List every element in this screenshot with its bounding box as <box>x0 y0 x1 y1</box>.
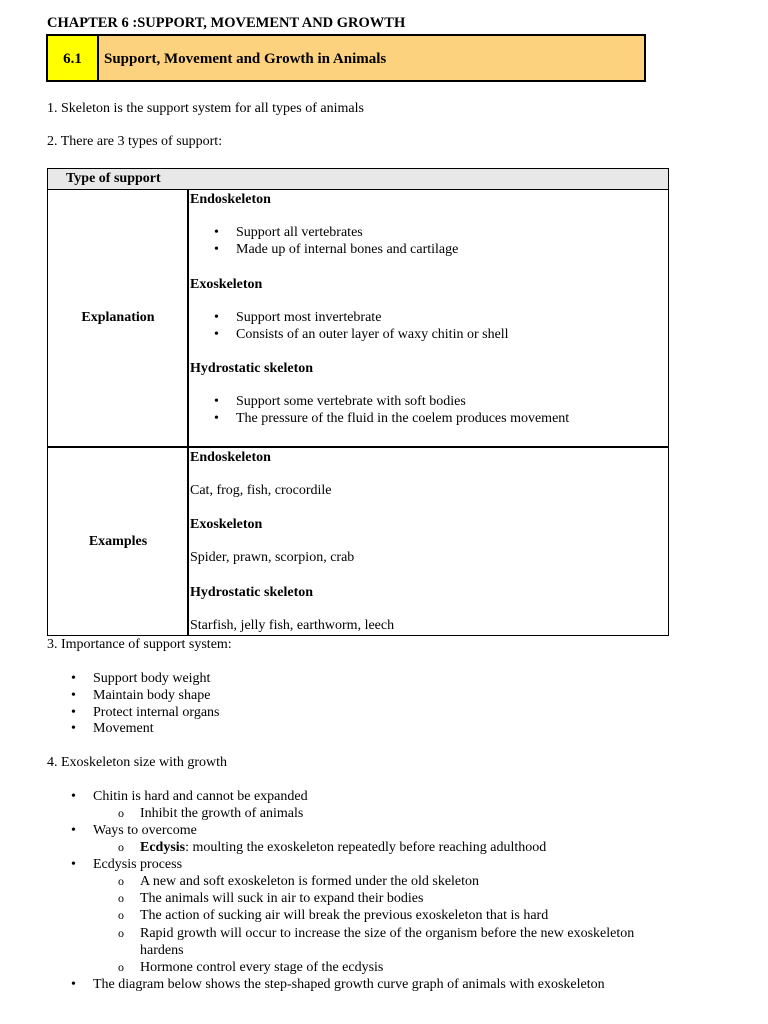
section-title: Support, Movement and Growth in Animals <box>104 51 387 67</box>
hydro-examples: Starfish, jelly fish, earthworm, leech <box>190 618 395 633</box>
sub-list-item: o The animals will suck in air to expand their bodies <box>140 891 423 907</box>
paragraph-2: 2. There are 3 types of support: <box>47 134 223 149</box>
sub-list-item-continuation: hardens <box>140 943 184 958</box>
list-item: • The pressure of the fluid in the coelem produces movement <box>236 411 569 427</box>
list-item: • Protect internal organs <box>93 705 220 721</box>
section-header <box>46 34 646 82</box>
sub-list-item: o The action of sucking air will break the previous exoskeleton that is hard <box>140 908 548 924</box>
paragraph-3: 3. Importance of support system: <box>47 637 232 652</box>
list-item: • Chitin is hard and cannot be expanded <box>93 789 308 805</box>
section-number: 6.1 <box>48 36 99 80</box>
table-header <box>48 169 668 190</box>
examples-label: Examples <box>88 534 148 549</box>
support-types-table <box>47 168 669 636</box>
exo-title: Exoskeleton <box>190 277 263 292</box>
list-item: • Consists of an outer layer of waxy chitin or shell <box>236 327 509 343</box>
hydro-examples-title: Hydrostatic skeleton <box>190 585 314 600</box>
endo-examples: Cat, frog, fish, crocordile <box>190 483 332 498</box>
chapter-title: CHAPTER 6 :SUPPORT, MOVEMENT AND GROWTH <box>47 15 406 31</box>
list-item: • Made up of internal bones and cartilage <box>236 242 458 258</box>
explanation-label: Explanation <box>81 310 155 325</box>
exo-examples-title: Exoskeleton <box>190 517 263 532</box>
sub-list-item: o Rapid growth will occur to increase the size of the organism before the new exoskeleton <box>140 926 634 942</box>
list-item: • Support all vertebrates <box>236 225 363 241</box>
sub-list-item: o Hormone control every stage of the ecdysis <box>140 960 383 976</box>
endo-title: Endoskeleton <box>190 192 271 207</box>
list-item: • Maintain body shape <box>93 688 210 704</box>
list-item: • The diagram below shows the step-shaped growth curve graph of animals with exoskeleton <box>93 977 605 993</box>
paragraph-1: 1. Skeleton is the support system for all types of animals <box>47 101 364 116</box>
row-divider <box>48 446 668 448</box>
table-header-label: Type of support <box>66 171 161 186</box>
sub-list-item: o A new and soft exoskeleton is formed under the old skeleton <box>140 874 479 890</box>
list-item: • Ecdysis process <box>93 857 182 873</box>
exo-examples: Spider, prawn, scorpion, crab <box>190 550 355 565</box>
paragraph-4: 4. Exoskeleton size with growth <box>47 755 228 770</box>
ecdysis-definition: : moulting the exoskeleton repeatedly before reaching adulthood <box>185 840 547 855</box>
list-item: • Support body weight <box>93 671 210 687</box>
sub-list-item: o Inhibit the growth of animals <box>140 806 303 822</box>
column-divider <box>187 189 189 636</box>
endo-examples-title: Endoskeleton <box>190 450 271 465</box>
list-item: • Support most invertebrate <box>236 310 381 326</box>
sub-list-item <box>140 840 546 856</box>
list-item: • Support some vertebrate with soft bodies <box>236 394 466 410</box>
list-item: • Ways to overcome <box>93 823 197 839</box>
ecdysis-term: Ecdysis <box>140 840 186 855</box>
hydro-title: Hydrostatic skeleton <box>190 361 314 376</box>
list-item: • Movement <box>93 721 154 737</box>
